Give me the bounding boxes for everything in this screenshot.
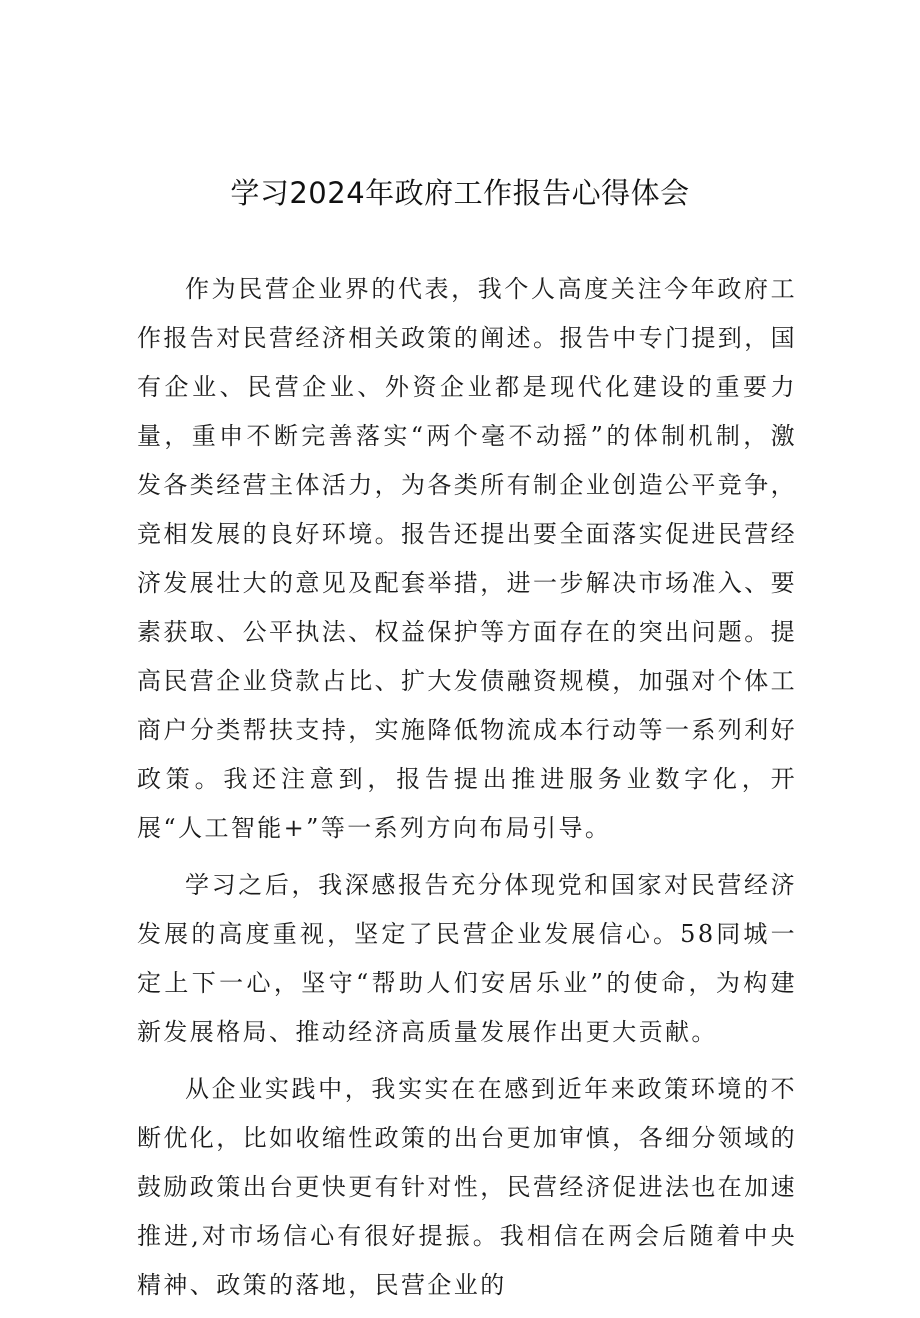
document-title: 学习2024年政府工作报告心得体会 xyxy=(230,176,690,210)
paragraph-2: 学习之后，我深感报告充分体现党和国家对民营经济发展的高度重视，坚定了民营企业发展信心。58同城一定上下一心，坚守“帮助人们安居乐业”的使命，为构建新发展格局、推动经济高质量发展作出更大贡献。 xyxy=(137,871,797,1046)
paragraph-3: 从企业实践中，我实实在在感到近年来政策环境的不断优化，比如收缩性政策的出台更加审慎，各细分领域的鼓励政策出台更快更有针对性，民营经济促进法也在加速推进,对市场信心有很好提振。我相信在两会后随着中央精神、政策的落地，民营企业的 xyxy=(137,1075,797,1299)
document-body xyxy=(137,265,797,1318)
paragraph-1: 作为民营企业界的代表，我个人高度关注今年政府工作报告对民营经济相关政策的阐述。报告中专门提到，国有企业、民营企业、外资企业都是现代化建设的重要力量，重申不断完善落实“两个毫不动摇”的体制机制，激发各类经营主体活力，为各类所有制企业创造公平竞争，竞相发展的良好环境。报告还提出要全面落实促进民营经济发展壮大的意见及配套举措，进一步解决市场准入、要素获取、公平执法、权益保护等方面存在的突出问题。提高民营企业贷款占比、扩大发债融资规模，加强对个体工商户分类帮扶支持，实施降低物流成本行动等一系列利好政策。我还注意到，报告提出推进服务业数字化，开展“人工智能+”等一系列方向布局引导。 xyxy=(137,275,797,842)
